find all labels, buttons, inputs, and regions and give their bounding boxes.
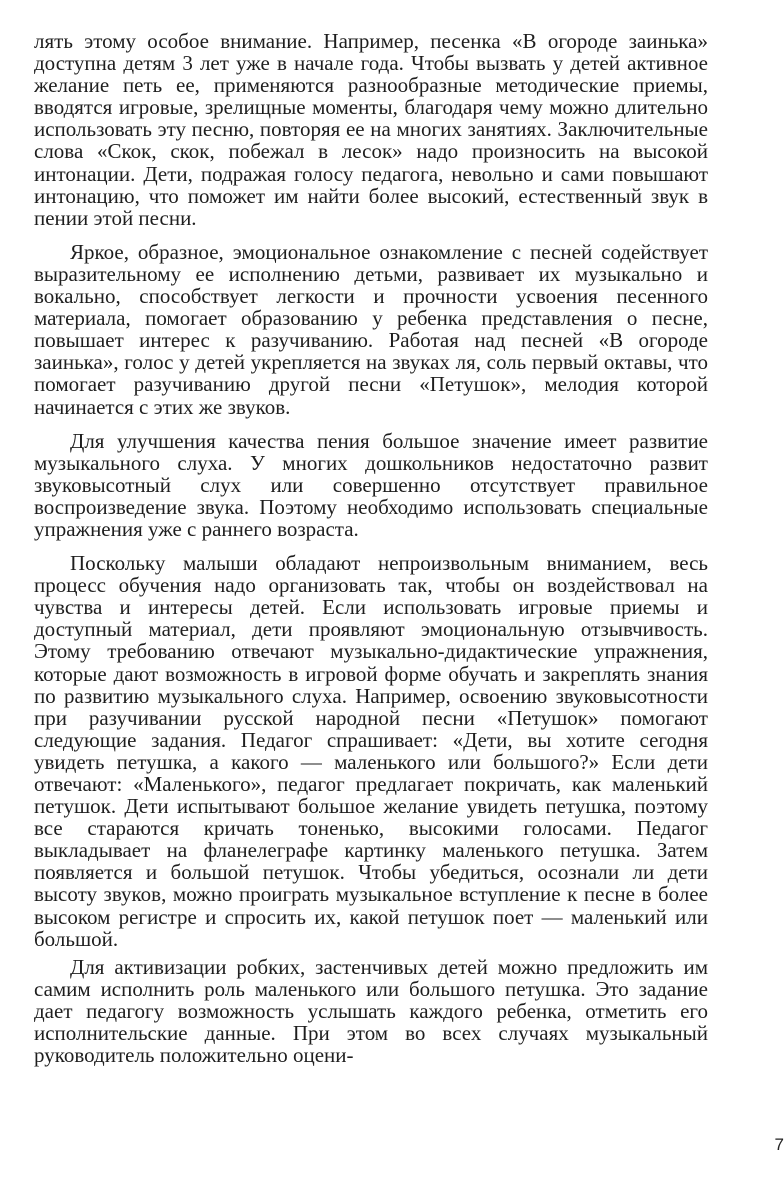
paragraph-musical-hearing: Для улучшения качества пения большое значение имеет развитие музыкального слуха. У многих дошкольников недостаточно развит звуковысотный слух или совершенно отсутствует правильное воспроизведение звука. Поэтому необходимо использовать специальные упражнения уже с раннего возраста. — [34, 428, 708, 541]
paragraph-song-introduction: Яркое, образное, эмоциональное ознакомление с песней содействует выразительному ее исполнению детьми, развивает их музыкально и вокально, способствует легкости и прочности усвоения песенного материала, помогает образованию у ребенка представления о песне, повышает интерес к разучиванию. Работая над песней «В огороде заинька», голос у детей укрепляется на звуках ля, соль первый октавы, что помогает разучиванию другой песни «Петушок», мелодия которой начинается с этих же звуков. — [34, 239, 708, 419]
paragraph-didactic-exercises: Поскольку малыши обладают непроизвольным вниманием, весь процесс обучения надо организовать так, чтобы он воздействовал на чувства и интересы детей. Если использовать игровые приемы и доступный материал, дети проявляют эмоциональную отзывчивость. Этому требованию отвечают музыкально-дидактические упражнения, которые дают возможность в игровой форме обучать и закреплять знания по развитию музыкального слуха. Например, освоению звуковысотности при разучивании русской народной песни «Петушок» помогают следующие задания. Педагог спрашивает: «Дети, вы хотите сегодня увидеть петушка, а какого — маленького или большого?» Если дети отвечают: «Маленького», педагог предлагает покричать, как маленький петушок. Дети испытывают большое желание увидеть петушка, поэтому все стараются кричать тоненько, высокими голосами. Педагог выкладывает на фланелеграфе картинку маленького петушка. Затем появляется и большой петушок. Чтобы убедиться, осознали ли дети высоту звуков, можно проиграть музыкальное вступление к песне в более высоком регистре и спросить их, какой петушок поет — маленький или большой. — [34, 551, 708, 951]
book-page — [34, 30, 708, 1170]
paragraph-shy-children: Для активизации робких, застенчивых детей можно предложить им самим исполнить роль маленького или большого петушка. Это задание дает педагогу возможность услышать каждого ребенка, отметить его исполнительские данные. При этом во всех случаях музыкальный руководитель положительно оцени- — [34, 954, 708, 1068]
page-number: 7 — [774, 1135, 784, 1154]
paragraph-continuation: лять этому особое внимание. Например, песенка «В огороде заинька» доступна детям 3 лет уже в начале года. Чтобы вызвать у детей активное желание петь ее, применяются разнообразные методические приемы, вводятся игровые, зрелищные моменты, благодаря чему можно длительно использовать эту песню, повторяя ее на многих занятиях. Заключительные слова «Скок, скок, побежал в лесок» надо произносить на высокой интонации. Дети, подражая голосу педагога, невольно и сами повышают интонацию, что поможет им найти более высокий, естественный звук в пении этой песни. — [34, 30, 708, 230]
